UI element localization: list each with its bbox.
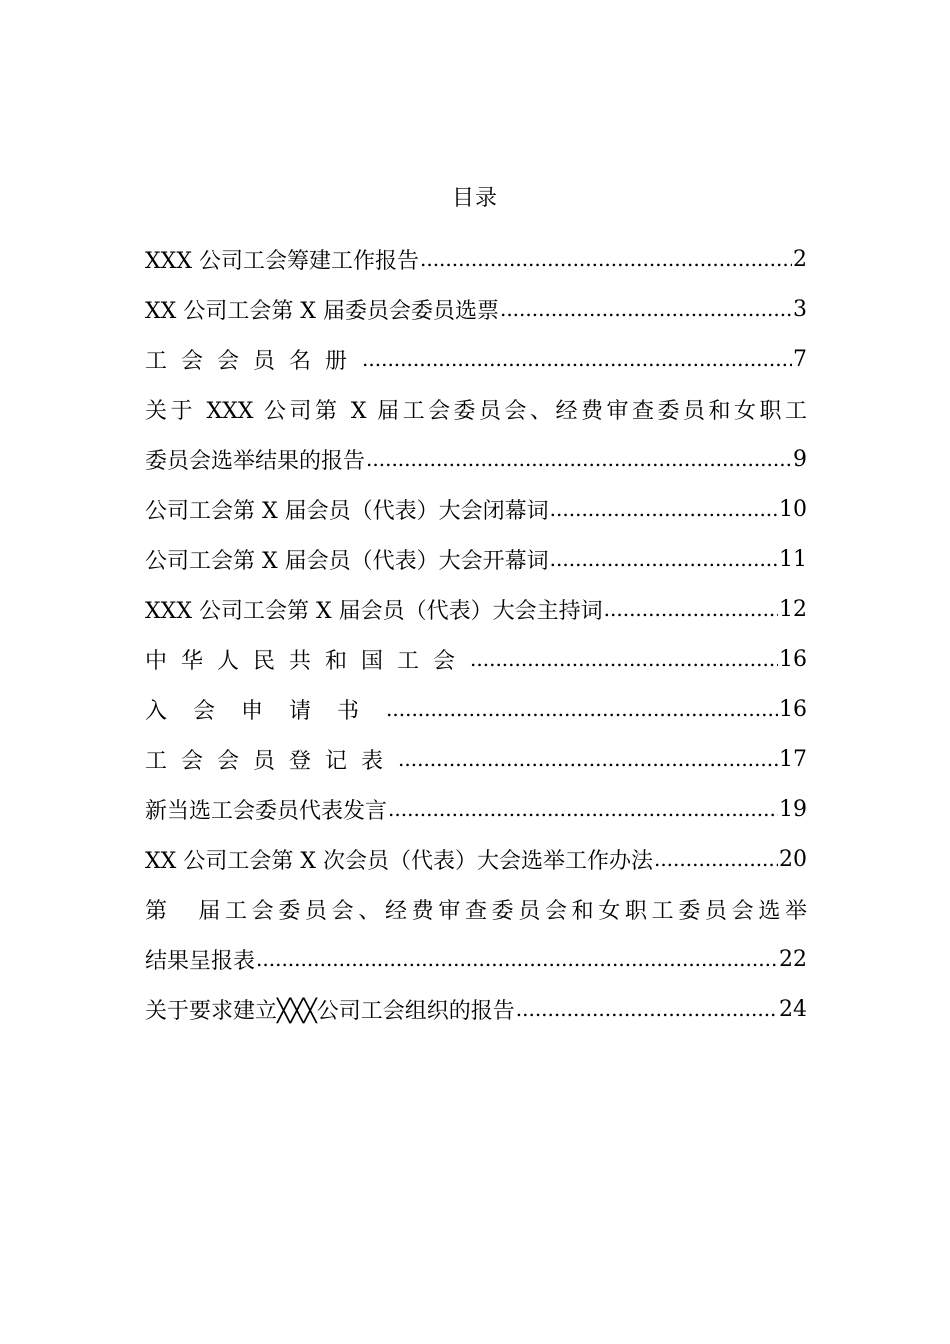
toc-entry-page: 20 xyxy=(779,846,807,872)
toc-entry[interactable] xyxy=(145,984,807,1034)
toc-entry-text: 结果呈报表 xyxy=(145,948,256,974)
toc-entry-page: 16 xyxy=(779,696,807,722)
toc-leader-dots xyxy=(550,547,778,571)
toc-entry-text: 委员会选举结果的报告 xyxy=(145,448,366,474)
toc-leader-dots xyxy=(388,797,778,821)
toc-entry-page: 2 xyxy=(793,246,807,272)
toc-entry[interactable] xyxy=(145,934,807,984)
toc-leader-dots xyxy=(256,947,778,971)
toc-entry-text: 工会会员名册 xyxy=(145,348,362,374)
toc-entry-line1[interactable] xyxy=(145,384,807,434)
toc-entry-page: 22 xyxy=(779,946,807,972)
toc-entry-text: 入会申请书 xyxy=(145,698,386,724)
toc-entry-text: 关于要求建立╳╳╳公司工会组织的报告 xyxy=(145,998,515,1024)
toc-entry[interactable] xyxy=(145,734,807,784)
toc-entry[interactable] xyxy=(145,634,807,684)
toc-leader-dots xyxy=(386,697,778,721)
toc-entry[interactable] xyxy=(145,334,807,384)
toc-entry-page: 10 xyxy=(779,496,807,522)
toc-title: 目录 xyxy=(451,186,498,211)
toc-leader-dots xyxy=(362,347,792,371)
toc-entry-page: 19 xyxy=(779,796,807,822)
toc-list xyxy=(145,234,807,1034)
toc-leader-dots xyxy=(500,297,792,321)
toc-entry[interactable] xyxy=(145,584,807,634)
toc-entry-text: XX 公司工会第 X 届委员会委员选票 xyxy=(145,298,499,324)
toc-entry[interactable] xyxy=(145,534,807,584)
toc-leader-dots xyxy=(366,447,792,471)
toc-entry-text: 工会会员登记表 xyxy=(145,748,398,774)
toc-entry-text: 公司工会第 X 届会员（代表）大会闭幕词 xyxy=(145,498,549,524)
toc-entry-text: 新当选工会委员代表发言 xyxy=(145,798,388,824)
toc-entry-line1[interactable] xyxy=(145,884,807,934)
toc-entry[interactable] xyxy=(145,284,807,334)
toc-entry-text-line1: 关于 XXX 公司第 X 届工会委员会、经费审查委员和女职工 xyxy=(145,398,807,424)
toc-entry-page: 24 xyxy=(779,996,807,1022)
toc-entry[interactable] xyxy=(145,234,807,284)
toc-entry-text: XX 公司工会第 X 次会员（代表）大会选举工作办法 xyxy=(145,848,653,874)
toc-entry-page: 12 xyxy=(779,596,807,622)
toc-entry-page: 9 xyxy=(793,446,807,472)
toc-entry-page: 11 xyxy=(779,546,807,572)
toc-leader-dots xyxy=(550,497,778,521)
toc-leader-dots xyxy=(654,847,778,871)
toc-entry-page: 3 xyxy=(793,296,807,322)
toc-entry[interactable] xyxy=(145,834,807,884)
toc-entry-text-line1: 第 届工会委员会、经费审查委员会和女职工委员会选举 xyxy=(145,898,807,924)
toc-entry[interactable] xyxy=(145,684,807,734)
toc-leader-dots xyxy=(516,997,778,1021)
toc-entry-page: 16 xyxy=(779,646,807,672)
toc-entry[interactable] xyxy=(145,434,807,484)
toc-entry-text: 公司工会第 X 届会员（代表）大会开幕词 xyxy=(145,548,549,574)
toc-entry-page: 7 xyxy=(793,346,807,372)
toc-entry-text: XXX 公司工会第 X 届会员（代表）大会主持词 xyxy=(145,598,603,624)
toc-leader-dots xyxy=(470,647,778,671)
toc-leader-dots xyxy=(420,247,792,271)
toc-entry-text: 中华人民共和国工会 xyxy=(145,648,470,674)
toc-entry-page: 17 xyxy=(779,746,807,772)
toc-leader-dots xyxy=(398,747,778,771)
toc-entry[interactable] xyxy=(145,484,807,534)
toc-entry-text: XXX 公司工会筹建工作报告 xyxy=(145,248,419,274)
toc-entry[interactable] xyxy=(145,784,807,834)
toc-leader-dots xyxy=(604,597,778,621)
